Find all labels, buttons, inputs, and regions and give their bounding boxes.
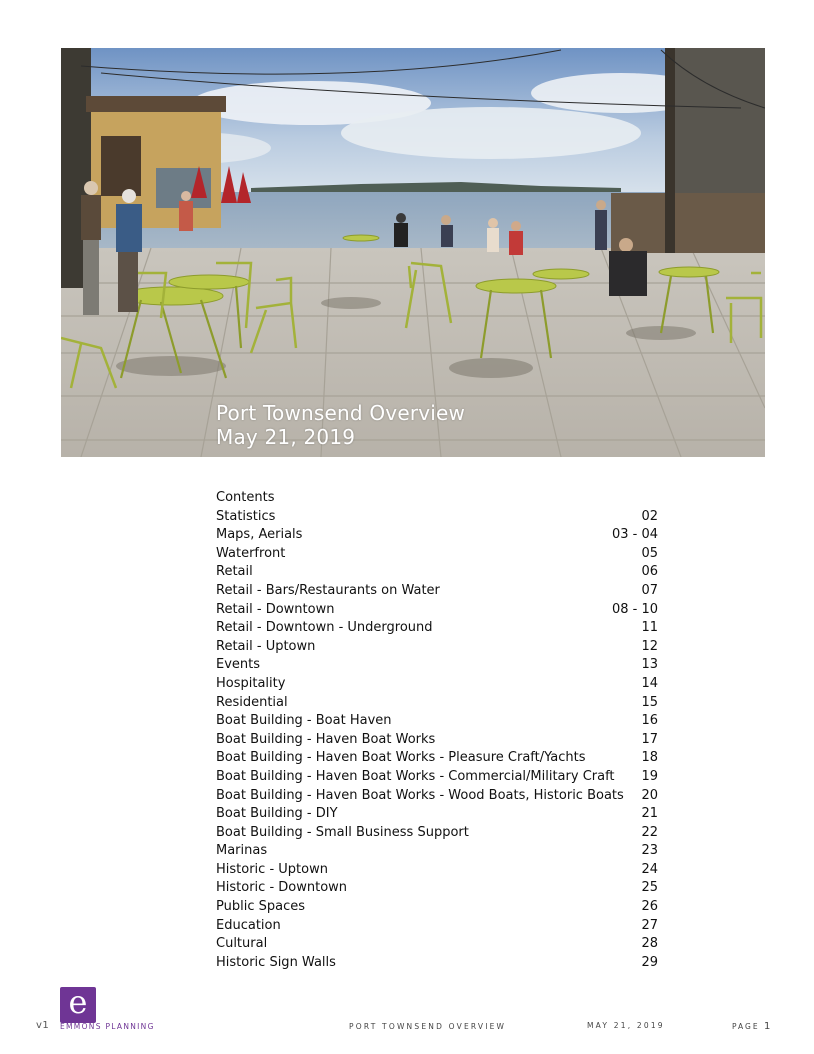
toc-entry	[216, 861, 658, 880]
toc-entry-page: 21	[641, 806, 658, 822]
toc-entry-label: Boat Building - Boat Haven	[216, 713, 392, 729]
footer-page-number: 1	[763, 1021, 771, 1032]
toc-entry-label: Retail	[216, 564, 253, 580]
toc-entry-page: 15	[641, 694, 658, 710]
toc-entry-page: 07	[641, 582, 658, 598]
footer-document-title: PORT TOWNSEND OVERVIEW	[349, 1022, 507, 1031]
toc-entry-page: 22	[641, 824, 658, 840]
toc-entry	[216, 879, 658, 898]
toc-entry-label: Education	[216, 917, 281, 933]
toc-entry-page: 14	[641, 675, 658, 691]
toc-entry	[216, 898, 658, 917]
hero-title-line2: May 21, 2019	[216, 425, 356, 449]
toc-entry-page: 23	[641, 843, 658, 859]
toc-entry-label: Boat Building - Haven Boat Works - Pleasure Craft/Yachts	[216, 750, 586, 766]
toc-entry-label: Historic - Uptown	[216, 861, 328, 877]
toc-entry-page: 28	[641, 936, 658, 952]
toc-entry	[216, 582, 658, 601]
toc-entry-label: Historic Sign Walls	[216, 954, 336, 970]
toc-entry	[216, 917, 658, 936]
toc-entry-page: 17	[641, 731, 658, 747]
toc-entry-page: 13	[641, 657, 658, 673]
toc-entry	[216, 563, 658, 582]
toc-heading: Contents	[216, 490, 275, 505]
waterfront-plaza-photo	[61, 48, 765, 457]
toc-entry-label: Cultural	[216, 936, 268, 952]
toc-entry	[216, 731, 658, 750]
toc-entry-page: 12	[641, 638, 658, 654]
toc-entry-page: 06	[641, 564, 658, 580]
toc-entry-page: 24	[641, 861, 658, 877]
toc-entry-label: Boat Building - Haven Boat Works - Wood Boats, Historic Boats	[216, 787, 624, 803]
toc-entry-label: Boat Building - DIY	[216, 806, 338, 822]
toc-entry-label: Historic - Downtown	[216, 880, 348, 896]
toc-entry	[216, 545, 658, 564]
toc-entry-page: 03 - 04	[611, 527, 658, 543]
toc-entry	[216, 675, 658, 694]
toc-entry-page: 11	[641, 620, 658, 636]
toc-entry-label: Boat Building - Small Business Support	[216, 824, 469, 840]
toc-entry-page: 08 - 10	[611, 601, 658, 617]
toc-entry-page: 16	[641, 713, 658, 729]
toc-entry-page: 27	[641, 917, 658, 933]
toc-entry-label: Waterfront	[216, 545, 286, 561]
toc-entry	[216, 935, 658, 954]
toc-entry-label: Marinas	[216, 843, 268, 859]
toc-entry-label: Hospitality	[216, 675, 286, 691]
toc-entry	[216, 954, 658, 973]
toc-entry-label: Statistics	[216, 508, 276, 524]
toc-entry-label: Public Spaces	[216, 899, 305, 915]
toc-entry-page: 18	[641, 750, 658, 766]
toc-entry	[216, 638, 658, 657]
footer-brand-name: EMMONS PLANNING	[60, 1022, 155, 1031]
footer-page-label: PAGE	[732, 1022, 760, 1031]
hero-title-line1: Port Townsend Overview	[216, 401, 466, 425]
toc-entry-label: Retail - Downtown	[216, 601, 335, 617]
footer-version: v1	[36, 1020, 50, 1031]
toc-entry	[216, 601, 658, 620]
toc-entry	[216, 694, 658, 713]
toc-entry	[216, 508, 658, 527]
toc-entry-page: 26	[641, 899, 658, 915]
logo-letter: e	[68, 983, 88, 1021]
footer-date: MAY 21, 2019	[587, 1021, 665, 1030]
toc-entry-label: Boat Building - Haven Boat Works	[216, 731, 436, 747]
toc-entry-label: Retail - Bars/Restaurants on Water	[216, 582, 440, 598]
toc-entry-label: Retail - Uptown	[216, 638, 316, 654]
toc-entry	[216, 749, 658, 768]
toc-entry	[216, 768, 658, 787]
toc-entry-page: 19	[641, 768, 658, 784]
toc-entry-page: 02	[641, 508, 658, 524]
toc-entry-page: 29	[641, 954, 658, 970]
table-of-contents	[216, 489, 658, 972]
toc-entry	[216, 805, 658, 824]
toc-list	[216, 508, 658, 973]
toc-entry	[216, 787, 658, 806]
toc-entry	[216, 824, 658, 843]
toc-entry-label: Retail - Downtown - Underground	[216, 620, 433, 636]
toc-entry-page: 05	[641, 545, 658, 561]
hero-photo	[61, 48, 765, 457]
toc-entry	[216, 712, 658, 731]
toc-entry-label: Events	[216, 657, 261, 673]
emmons-planning-logo-icon	[60, 983, 96, 1023]
toc-entry-page: 25	[641, 880, 658, 896]
toc-entry	[216, 656, 658, 675]
toc-entry-label: Residential	[216, 694, 288, 710]
toc-entry	[216, 526, 658, 545]
footer-page	[732, 1021, 770, 1032]
hero-title	[216, 401, 465, 449]
toc-entry-label: Boat Building - Haven Boat Works - Commercial/Military Craft	[216, 768, 615, 784]
toc-entry-label: Maps, Aerials	[216, 527, 303, 543]
toc-entry-page: 20	[641, 787, 658, 803]
toc-entry	[216, 619, 658, 638]
toc-entry	[216, 842, 658, 861]
